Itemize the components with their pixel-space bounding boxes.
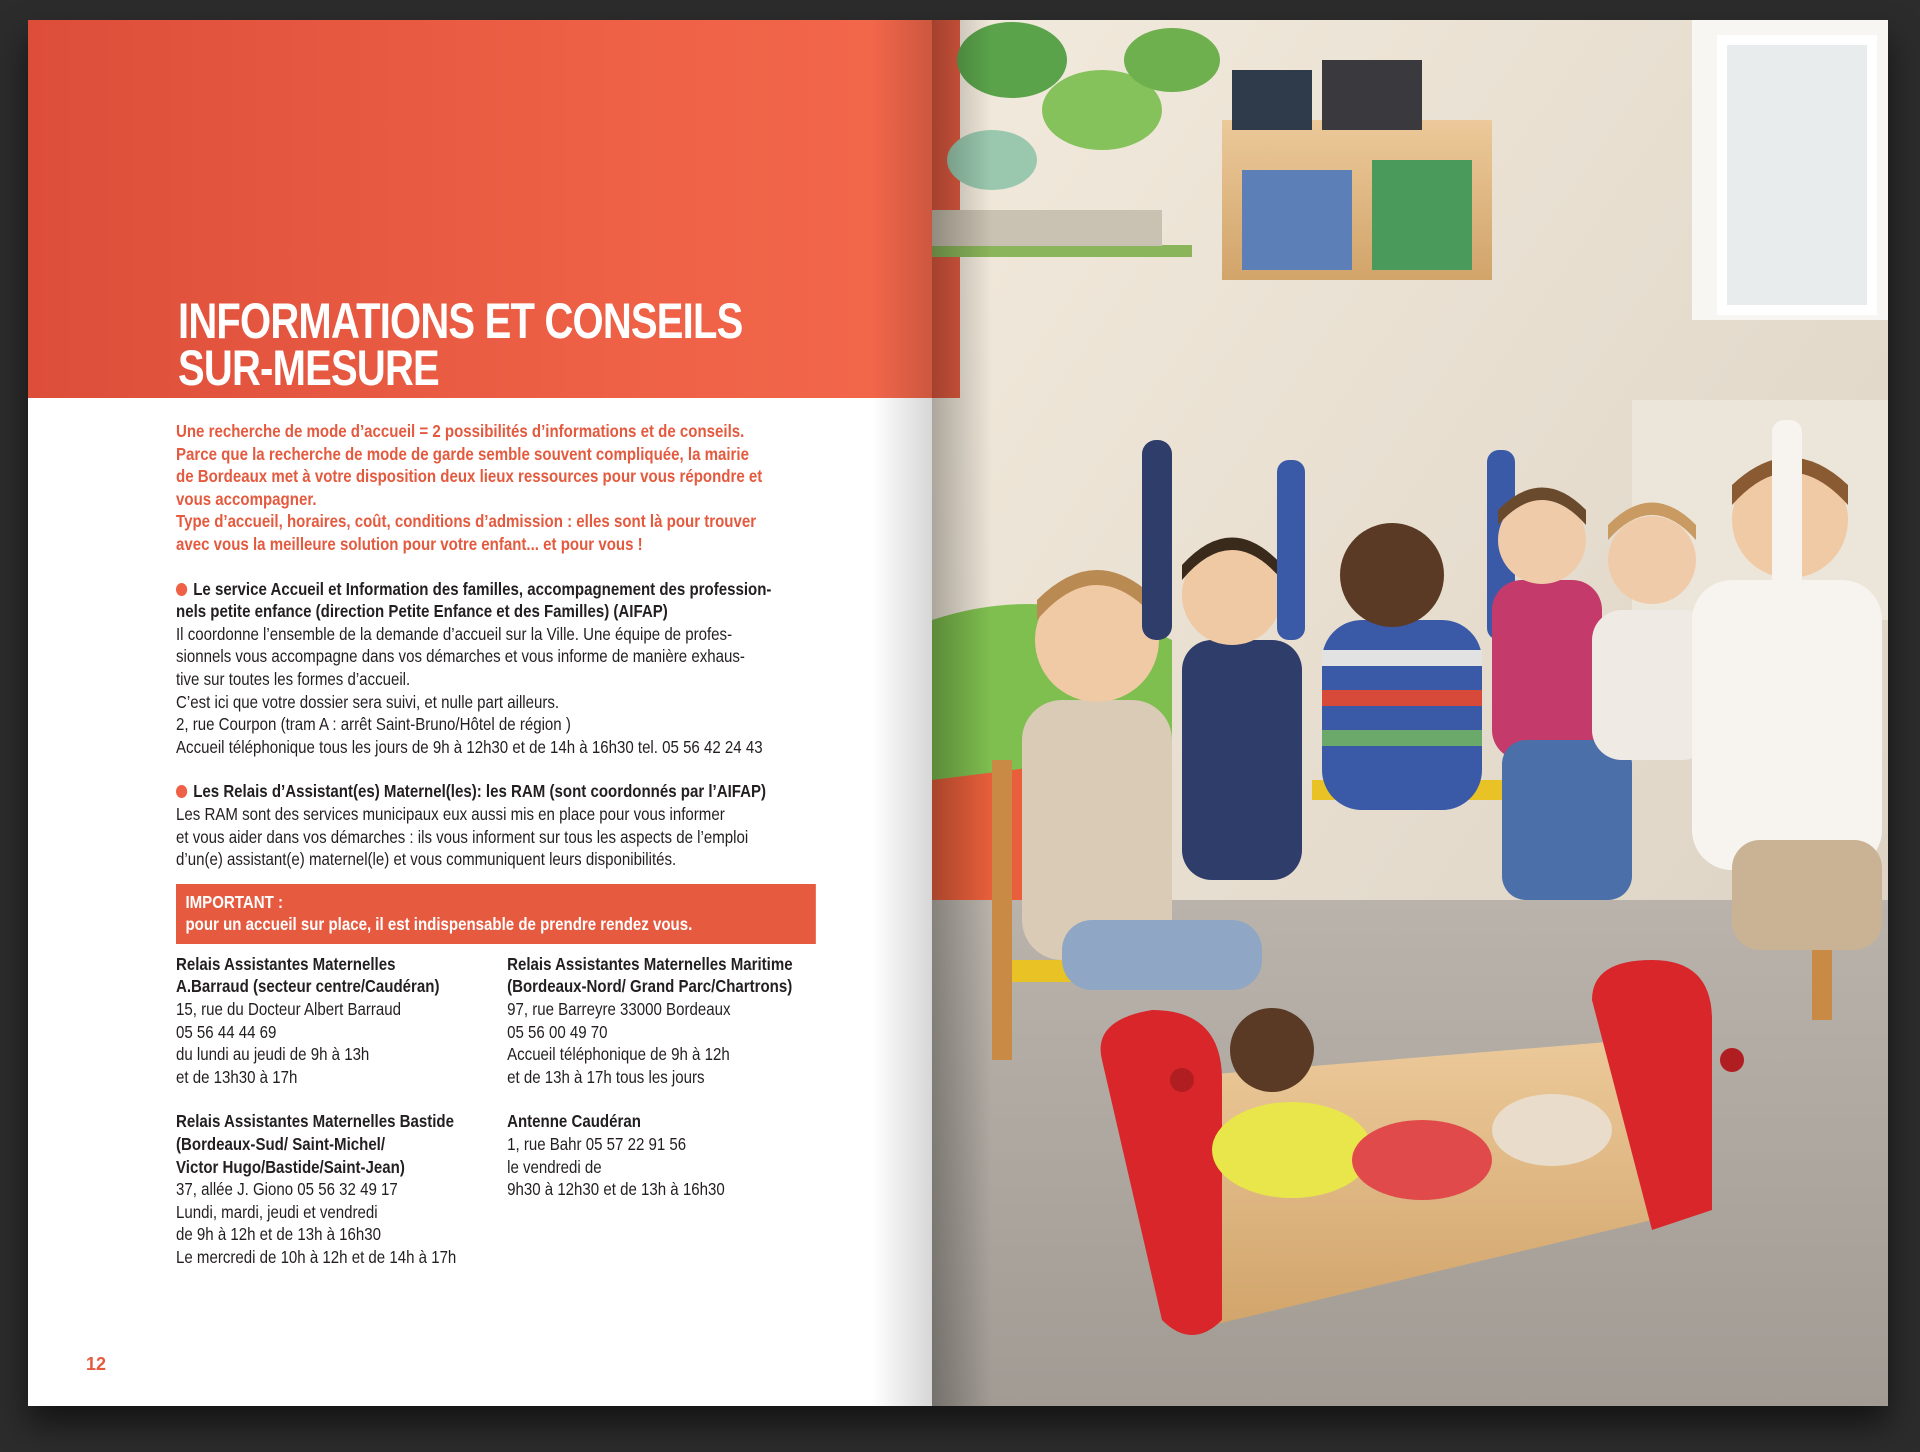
ram-section xyxy=(176,780,816,870)
relais-name-line: Relais Assistantes Maternelles Bastide xyxy=(176,1111,454,1132)
children-photo xyxy=(932,20,1888,1406)
ram-heading xyxy=(176,780,816,803)
important-text: pour un accueil sur place, il est indispensable de prendre rendez vous. xyxy=(185,914,693,935)
page-title-line-2: SUR-MESURE xyxy=(178,340,439,396)
aifap-section xyxy=(176,578,816,759)
relais-hours: et de 13h à 17h tous les jours xyxy=(507,1066,705,1087)
aifap-body-line: Il coordonne l’ensemble de la demande d’accueil sur la Ville. Une équipe de profes- xyxy=(176,623,733,644)
relais-address-phone: 37, allée J. Giono 05 56 32 49 17 xyxy=(176,1179,398,1200)
relais-hours: le vendredi de xyxy=(507,1156,602,1177)
relais-hours: Lundi, mardi, jeudi et vendredi xyxy=(176,1201,378,1222)
relais-maritime xyxy=(507,953,816,1089)
relais-hours: Accueil téléphonique de 9h à 12h xyxy=(507,1044,730,1065)
aifap-body-line: C’est ici que votre dossier sera suivi, et nulle part ailleurs. xyxy=(176,691,560,712)
relais-name-line: A.Barraud (secteur centre/Caudéran) xyxy=(176,976,440,997)
ram-body-line: Les RAM sont des services municipaux eux aussi mis en place pour vous informer xyxy=(176,803,725,824)
relais-name-line: (Bordeaux-Sud/ Saint-Michel/ xyxy=(176,1134,386,1155)
important-notice-box xyxy=(176,884,816,944)
ram-body-line: et vous aider dans vos démarches : ils vous informent sur tous les aspects de l’emploi xyxy=(176,826,749,847)
relais-hours: 9h30 à 12h30 et de 13h à 16h30 xyxy=(507,1179,725,1200)
page-content xyxy=(176,420,793,1269)
intro-line: de Bordeaux met à votre disposition deux lieux ressources pour vous répondre et xyxy=(176,466,763,487)
relais-hours: et de 13h30 à 17h xyxy=(176,1066,298,1087)
page-number: 12 xyxy=(86,1354,107,1374)
relais-name-line: Antenne Caudéran xyxy=(507,1111,641,1132)
bullet-dot-icon xyxy=(176,583,187,596)
relais-address: 15, rue du Docteur Albert Barraud xyxy=(176,999,402,1020)
important-label: IMPORTANT : xyxy=(185,891,284,912)
relais-phone: 05 56 44 44 69 xyxy=(176,1021,277,1042)
brochure-spread xyxy=(28,20,1888,1406)
left-gutter-shadow xyxy=(872,20,932,1406)
aifap-heading-line-1: Le service Accueil et Information des familles, accompagnement des profession- xyxy=(193,578,772,599)
ram-body-line: d’un(e) assistant(e) maternel(le) et vous communiquent leurs disponibilités. xyxy=(176,849,677,870)
intro-line: Parce que la recherche de mode de garde semble souvent compliquée, la mairie xyxy=(176,443,749,464)
page-title xyxy=(178,293,743,396)
relais-hours: du lundi au jeudi de 9h à 13h xyxy=(176,1044,370,1065)
relais-barraud xyxy=(176,953,507,1089)
ram-heading-text: Les Relais d’Assistant(es) Maternel(les): les RAM (sont coordonnés par l’AIFAP) xyxy=(193,781,767,802)
relais-address: 97, rue Barreyre 33000 Bordeaux xyxy=(507,999,731,1020)
intro-line: vous accompagner. xyxy=(176,488,317,509)
aifap-heading xyxy=(176,578,816,601)
aifap-body-line: tive sur toutes les formes d’accueil. xyxy=(176,668,411,689)
aifap-phone-hours: Accueil téléphonique tous les jours de 9h à 12h30 et de 14h à 16h30 tel. 05 56 42 24 43 xyxy=(176,736,763,757)
intro-paragraph xyxy=(176,420,816,556)
aifap-address: 2, rue Courpon (tram A : arrêt Saint-Bruno/Hôtel de région ) xyxy=(176,714,571,735)
relais-name-line: (Bordeaux-Nord/ Grand Parc/Chartrons) xyxy=(507,976,793,997)
relais-hours: Le mercredi de 10h à 12h et de 14h à 17h xyxy=(176,1247,457,1267)
bullet-dot-icon xyxy=(176,785,187,798)
right-page xyxy=(932,20,1888,1406)
left-page xyxy=(28,20,932,1406)
relais-list xyxy=(176,953,816,1269)
intro-line: Type d’accueil, horaires, coût, conditions d’admission : elles sont là pour trouver xyxy=(176,511,757,532)
relais-hours: de 9h à 12h et de 13h à 16h30 xyxy=(176,1224,382,1245)
relais-bastide xyxy=(176,1110,507,1268)
intro-line: avec vous la meilleure solution pour votre enfant... et pour vous ! xyxy=(176,533,643,554)
intro-line: Une recherche de mode d’accueil = 2 possibilités d’informations et de conseils. xyxy=(176,421,745,441)
aifap-body-line: sionnels vous accompagne dans vos démarches et vous informe de manière exhaus- xyxy=(176,646,745,667)
page-title-line-1: INFORMATIONS ET CONSEILS xyxy=(178,293,743,349)
relais-name-line: Relais Assistantes Maternelles Maritime xyxy=(507,953,793,974)
aifap-heading-line-2: nels petite enfance (direction Petite Enfance et des Familles) (AIFAP) xyxy=(176,601,668,622)
antenne-cauderan xyxy=(507,1110,816,1268)
relais-address-phone: 1, rue Bahr 05 57 22 91 56 xyxy=(507,1134,687,1155)
right-gutter-shadow xyxy=(932,20,992,1406)
relais-name-line: Victor Hugo/Bastide/Saint-Jean) xyxy=(176,1156,405,1177)
relais-phone: 05 56 00 49 70 xyxy=(507,1021,608,1042)
relais-name-line: Relais Assistantes Maternelles xyxy=(176,953,396,974)
